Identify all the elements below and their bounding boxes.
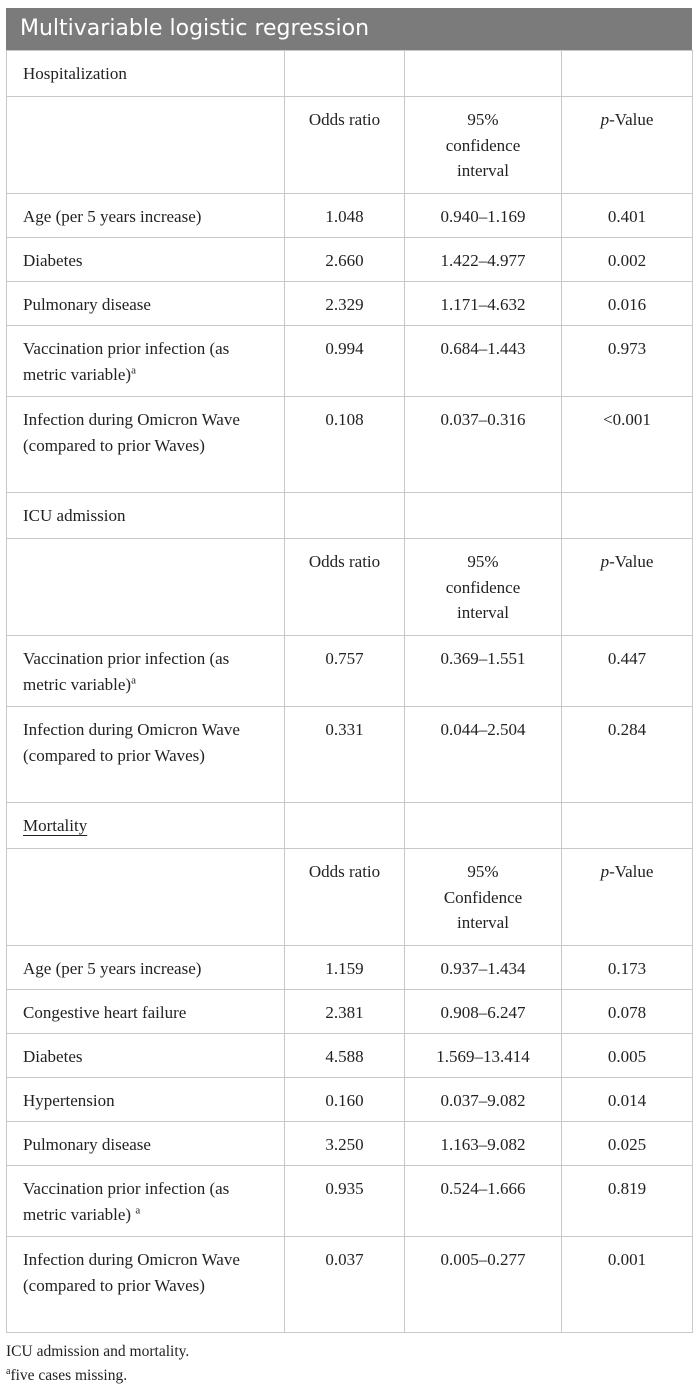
- table-row: Infection during Omicron Wave (compared to prior Waves) 0.108 0.037–0.316 <0.001: [7, 397, 693, 493]
- footnote-line: ICU admission and mortality.: [6, 1343, 190, 1360]
- column-header-row: [7, 539, 693, 636]
- table-footnotes: [6, 1340, 692, 1388]
- header-odds-ratio: Odds ratio: [285, 849, 405, 946]
- table-row: Diabetes 4.588 1.569–13.414 0.005: [7, 1034, 693, 1078]
- table-row: Congestive heart failure 2.381 0.908–6.247 0.078: [7, 990, 693, 1034]
- table-title: Multivariable logistic regression: [6, 8, 692, 50]
- section-row-hospitalization: [7, 51, 693, 97]
- table-row: Age (per 5 years increase) 1.159 0.937–1.434 0.173: [7, 946, 693, 990]
- column-header-row: [7, 849, 693, 946]
- header-p-value: p-Value: [562, 97, 693, 194]
- table-row: Infection during Omicron Wave (compared to prior Waves) 0.037 0.005–0.277 0.001: [7, 1237, 693, 1333]
- header-confidence-interval: 95% confidence interval: [405, 539, 562, 636]
- section-label: Hospitalization: [7, 51, 285, 97]
- footnote-line: $^a$five cases missing.: [6, 1365, 128, 1384]
- table-row: Age (per 5 years increase) 1.048 0.940–1.169 0.401: [7, 194, 693, 238]
- column-header-row: [7, 97, 693, 194]
- header-p-value: p-Value: [562, 849, 693, 946]
- table-row: Hypertension 0.160 0.037–9.082 0.014: [7, 1078, 693, 1122]
- header-odds-ratio: Odds ratio: [285, 97, 405, 194]
- table-row: Infection during Omicron Wave (compared to prior Waves) 0.331 0.044–2.504 0.284: [7, 707, 693, 803]
- table-row: Pulmonary disease 2.329 1.171–4.632 0.016: [7, 282, 693, 326]
- header-confidence-interval: 95% confidence interval: [405, 97, 562, 194]
- table-row: Diabetes 2.660 1.422–4.977 0.002: [7, 238, 693, 282]
- header-odds-ratio: Odds ratio: [285, 539, 405, 636]
- table-row: Pulmonary disease 3.250 1.163–9.082 0.025: [7, 1122, 693, 1166]
- section-row-mortality: [7, 803, 693, 849]
- header-p-value: p-Value: [562, 539, 693, 636]
- section-label: ICU admission: [7, 493, 285, 539]
- header-confidence-interval: 95% Confidence interval: [405, 849, 562, 946]
- table-row: Vaccination prior infection (as metric variable)$^a$ 0.757 0.369–1.551 0.447: [7, 636, 693, 707]
- section-label: Mortality: [7, 803, 285, 849]
- section-row-icu-admission: [7, 493, 693, 539]
- regression-table: [6, 50, 693, 1333]
- table-row: Vaccination prior infection (as metric variable)$^a$ 0.994 0.684–1.443 0.973: [7, 326, 693, 397]
- table-row: Vaccination prior infection (as metric variable) $^a$ 0.935 0.524–1.666 0.819: [7, 1166, 693, 1237]
